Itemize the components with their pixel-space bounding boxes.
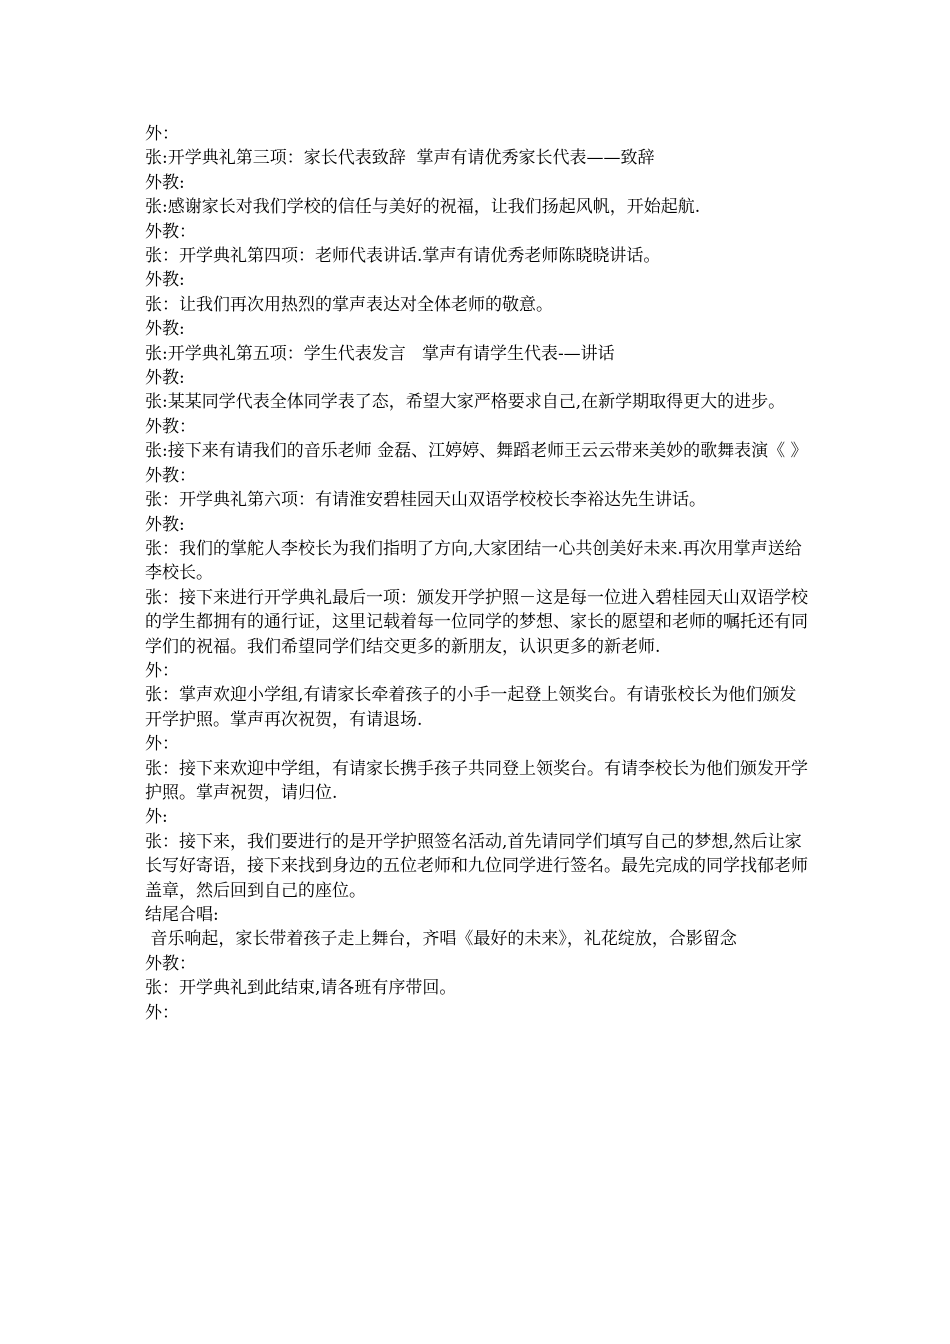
script-line: 外教: — [145, 514, 185, 535]
script-line: 张:感谢家长对我们学校的信任与美好的祝福，让我们扬起风帆，开始起航. — [145, 197, 701, 218]
script-line: 外教： — [145, 465, 196, 486]
script-line: 张：开学典礼第六项：有请淮安碧桂园天山双语学校校长李裕达先生讲话。 — [145, 490, 706, 511]
script-line: 外： — [145, 734, 179, 755]
script-line: 张:开学典礼第五项：学生代表发言 掌声有请学生代表-—讲话 — [145, 343, 615, 364]
script-line: 外教: — [145, 319, 185, 340]
script-line: 外： — [145, 124, 179, 144]
document-page — [145, 122, 810, 1025]
script-line: 张：让我们再次用热烈的掌声表达对全体老师的敬意。 — [145, 294, 553, 315]
script-line: 张：我们的掌舵人李校长为我们指明了方向,大家团结一心共创美好未来.再次用掌声送给李校长。 — [145, 538, 802, 584]
script-line: 外教： — [145, 221, 196, 242]
script-line: 外教: — [145, 270, 185, 291]
script-line: 张：接下来，我们要进行的是开学护照签名活动,首先请同学们填写自己的梦想,然后让家长写好寄语，接下来找到身边的五位老师和九位同学进行签名。最先完成的同学找郁老师盖章，然后回到自己的座位。 — [145, 831, 808, 901]
script-line: 外教: — [145, 368, 185, 389]
script-line: 张:开学典礼第三项：家长代表致辞 掌声有请优秀家长代表——致辞 — [145, 148, 655, 169]
script-line: 张：掌声欢迎小学组,有请家长牵着孩子的小手一起登上领奖台。有请张校长为他们颁发开学护照。掌声再次祝贺，有请退场. — [145, 685, 797, 730]
script-line: 张：接下来进行开学典礼最后一项：颁发开学护照－这是每一位进入碧桂园天山双语学校的学生都拥有的通行证，这里记载着每一位同学的梦想、家长的愿望和老师的嘱托还有同学们的祝福。我们希望同学们结交更多的新朋友，认识更多的新老师. — [145, 587, 808, 657]
script-line: 音乐响起，家长带着孩子走上舞台，齐唱《最好的未来》，礼花绽放，合影留念 — [145, 929, 737, 950]
script-line: 张：接下来欢迎中学组，有请家长携手孩子共同登上领奖台。有请李校长为他们颁发开学护照。掌声祝贺，请归位. — [145, 758, 808, 803]
script-line: 外： — [145, 660, 179, 681]
script-line: 张：开学典礼到此结束,请各班有序带回。 — [145, 978, 457, 999]
script-line: 外: — [145, 807, 168, 828]
script-line: 外教： — [145, 416, 196, 437]
script-line: 张:接下来有请我们的音乐老师 金磊、江婷婷、舞蹈老师王云云带来美妙的歌舞表演《 》 — [145, 441, 808, 462]
script-line: 外教: — [145, 172, 185, 193]
script-line: 外： — [145, 1002, 179, 1023]
script-line: 张:某某同学代表全体同学表了态，希望大家严格要求自己,在新学期取得更大的进步。 — [145, 392, 786, 413]
script-line: 张：开学典礼第四项：老师代表讲话.掌声有请优秀老师陈晓晓讲话。 — [145, 246, 661, 267]
script-line: 结尾合唱: — [145, 905, 219, 925]
script-line: 外教： — [145, 953, 196, 974]
